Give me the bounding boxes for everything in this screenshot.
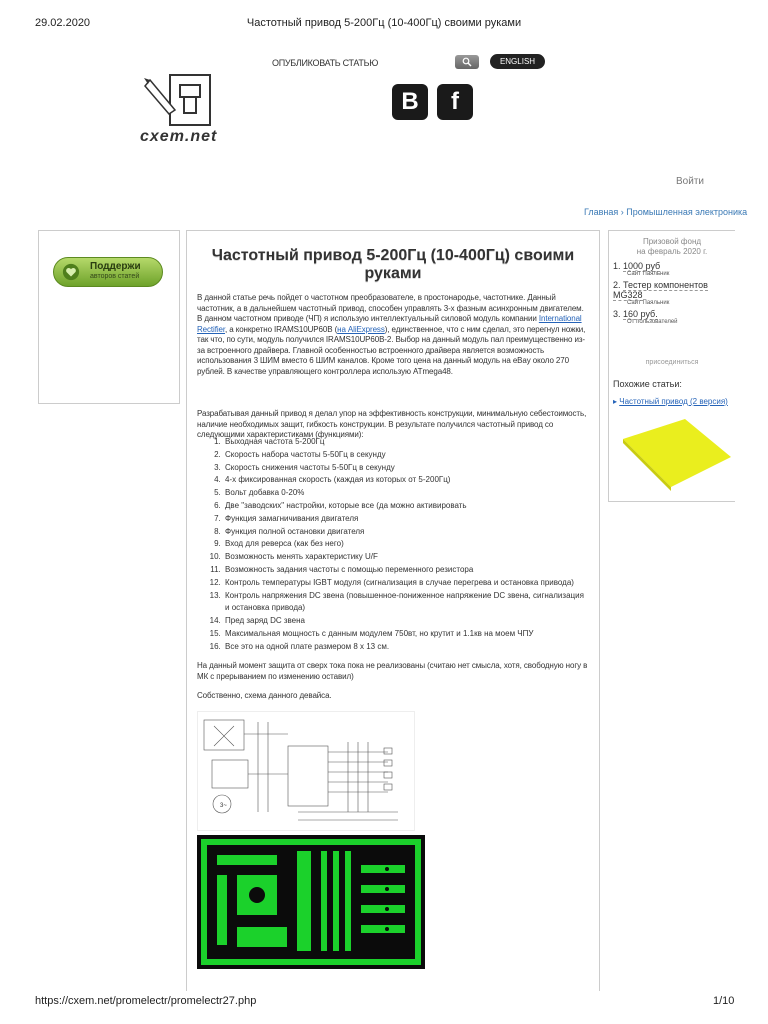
feature-item: 12. Контроль температуры IGBT модуля (сигнализация в случае перегрева и остановка привода) <box>223 577 589 590</box>
prize-rank: 2. <box>613 280 621 290</box>
login-link[interactable]: Войти <box>676 176 704 187</box>
join-link[interactable]: присоединиться <box>645 359 699 366</box>
similar-articles-title: Похожие статьи: <box>613 379 682 389</box>
feature-item: 6. Две "заводских" настройки, которые все (да можно активировать <box>223 500 589 513</box>
support-button-label: Поддержи <box>90 261 141 272</box>
support-authors-button[interactable] <box>53 257 163 287</box>
breadcrumb <box>584 207 748 217</box>
article-paragraph-schematic: Собственно, схема данного девайса. <box>197 691 332 700</box>
magnifier-icon <box>462 57 472 67</box>
prize-fund-title: Призовой фонд на февраль 2020 г. <box>636 237 708 256</box>
feature-item: 10. Возможность менять характеристику U/F <box>223 551 589 564</box>
prize-fund-list <box>613 261 733 328</box>
search-button[interactable] <box>455 55 479 69</box>
vk-share-button[interactable]: B <box>392 84 428 120</box>
article-title: Частотный привод 5-200Гц (10-400Гц) своими руками <box>211 247 575 282</box>
prize-amount[interactable]: 160 руб. <box>623 309 658 319</box>
facebook-share-button[interactable]: f <box>437 84 473 120</box>
feature-item: 7. Функция замагничивания двигателя <box>223 513 589 526</box>
breadcrumb-separator: › <box>618 207 627 217</box>
right-sidebar <box>608 230 735 502</box>
svg-text:3~: 3~ <box>220 803 227 809</box>
feature-item: 13. Контроль напряжения DC звена (повышенное-пониженное напряжение DC звена, сигнализация и остановка привода) <box>223 590 589 616</box>
prize-rank: 3. <box>613 309 621 319</box>
prize-fund-item <box>613 280 733 306</box>
feature-item: 1. Выходная частота 5-200Гц <box>223 436 589 449</box>
feature-item: 9. Вход для реверса (как без него) <box>223 538 589 551</box>
prize-sponsor: От пользователей <box>627 319 678 325</box>
breadcrumb-home[interactable]: Главная <box>584 207 619 217</box>
article-panel <box>186 230 600 991</box>
feature-item: 8. Функция полной остановки двигателя <box>223 526 589 539</box>
publish-article-link[interactable]: ОПУБЛИКОВАТЬ СТАТЬЮ <box>272 58 379 68</box>
international-rectifier-link[interactable]: International Rectifier <box>197 314 582 334</box>
print-page-number: 1/10 <box>713 995 735 1007</box>
feature-item: 16. Все это на одной плате размером 8 х 13 см. <box>223 641 589 654</box>
breadcrumb-section[interactable]: Промышленная электроника <box>626 207 748 217</box>
article-paragraph-protection: На данный момент защита от сверх тока пока не реализованы (считаю нет смысла, хотя, свободную ногу в МК с прерыванием по изменению оставил) <box>197 661 588 681</box>
article-paragraph-intro: В данной статье речь пойдет о частотном преобразователе, в простонародье, частотнике. Данный частотник, а в дальнейшем частотный привод, способен управлять 3-х фазным асинхронным двигателем. В данном частотном приводе (ЧП) я использую интеллектуальный силовой модуль компании International Rectifier, а конкретно IRAMS10UP60B (на AliExpress), единственное, что с ним сделал, это перегнул ножки, так что, по сути, модуль получился IRAMS10UP60B-2. Выбор на данный модуль пал преимущественно из-за встроенного драйвера. Главной особенностью встроенного драйвера является возможность использования 3 ШИМ вместо 6 ШИМ каналов. Кроме того цена на данный модуль на eBay около 270 рублей. В качестве управляющего контроллера использую ATmega48. <box>197 293 586 376</box>
print-date: 29.02.2020 <box>35 17 91 29</box>
heart-icon <box>62 263 80 281</box>
logo-text: cxem.net <box>140 128 218 145</box>
prize-amount[interactable]: Тестер компонентов MG328 <box>613 280 708 300</box>
english-button[interactable]: ENGLISH <box>490 54 545 69</box>
pcb-layout-image[interactable] <box>197 835 425 969</box>
similar-article-link[interactable]: Частотный привод (2 версия) <box>619 397 728 406</box>
feature-item: 15. Максимальная мощность с данным модулем 750вт, но крутит и 1.1кв на моем ЧПУ <box>223 628 589 641</box>
support-button-sublabel: авторов статей <box>90 273 140 280</box>
prize-sponsor: Сайт Паяльник <box>627 271 670 277</box>
print-url: https://cxem.net/promelectr/promelectr27.php <box>35 995 257 1007</box>
prize-rank: 1. <box>613 261 621 271</box>
features-list <box>197 436 589 654</box>
feature-item: 2. Скорость набора частоты 5-50Гц в секунду <box>223 449 589 462</box>
article-paragraph-design: Разрабатывая данный привод я делал упор на эффективность конструкции, минимальную себестоимость, наличие необходимых защит, гибкость конструкции. В результате получился частотный привод со следующими характеристиками (функциями): <box>197 409 587 439</box>
schematic-image[interactable] <box>197 711 415 831</box>
prize-fund-item <box>613 309 733 325</box>
aliexpress-link[interactable]: на AliExpress <box>337 324 385 334</box>
similar-article-thumbnail[interactable] <box>615 417 733 493</box>
prize-fund-item <box>613 261 733 277</box>
left-panel <box>38 230 180 404</box>
print-page-title: Частотный привод 5-200Гц (10-400Гц) своими руками <box>246 17 522 29</box>
feature-item: 11. Возможность задания частоты с помощью переменного резистора <box>223 564 589 577</box>
feature-item: 14. Пред заряд DC звена <box>223 615 589 628</box>
similar-article-item: ▸ Частотный привод (2 версия) <box>613 397 728 406</box>
prize-amount[interactable]: 1000 руб <box>623 261 661 271</box>
feature-item: 5. Вольт добавка 0-20% <box>223 487 589 500</box>
prize-sponsor: Сайт Паяльник <box>627 300 670 306</box>
feature-item: 4. 4-х фиксированная скорость (каждая из которых от 5-200Гц) <box>223 474 589 487</box>
feature-item: 3. Скорость снижения частоты 5-50Гц в секунду <box>223 462 589 475</box>
